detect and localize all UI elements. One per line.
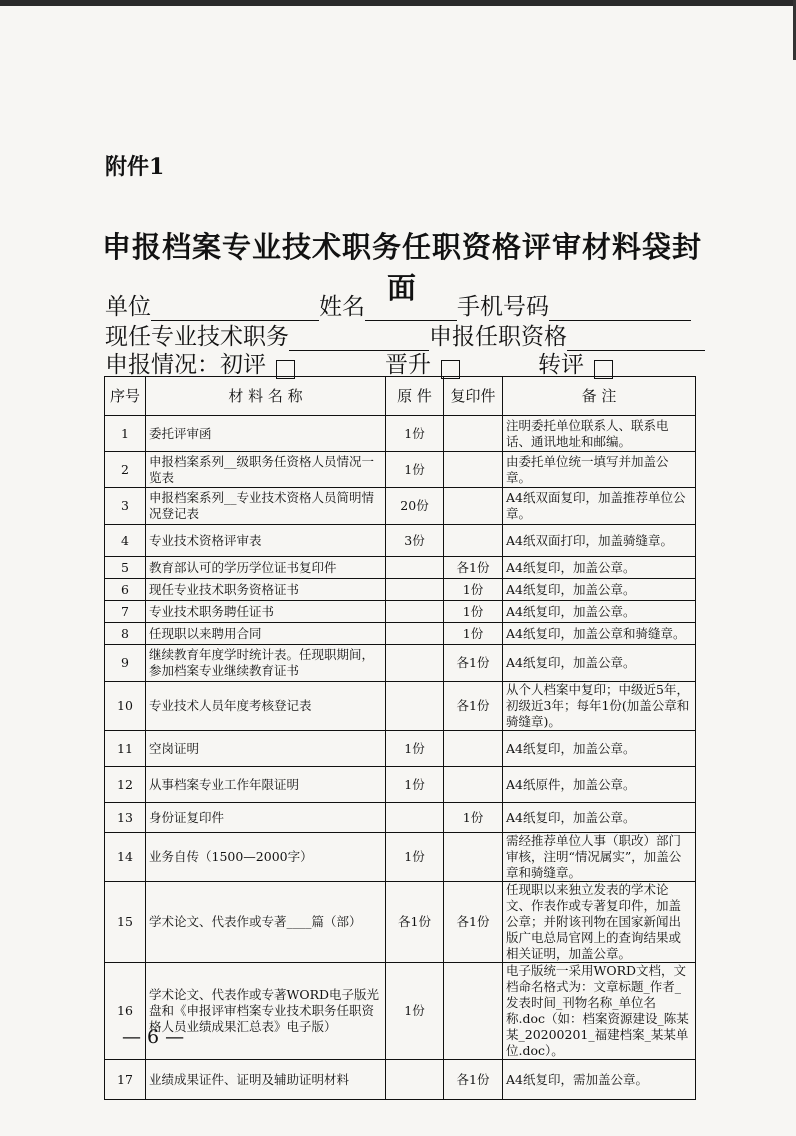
table-row [105,731,696,767]
material-name: 继续教育年度学时统计表。任现职期间，参加档案专业继续教育证书 [146,645,386,682]
page-number: — 6 — [122,1026,185,1048]
row-number: 10 [105,682,146,731]
apply-title-label: 申报任职资格 [429,324,567,350]
note: A4纸双面复印，加盖推荐单位公章。 [503,488,696,525]
original-count: 1份 [386,416,444,452]
material-name: 现任专业技术职务资格证书 [146,579,386,601]
table-row [105,1060,696,1100]
row-number: 13 [105,803,146,833]
materials-table [104,376,696,1100]
row-number: 2 [105,452,146,488]
header-name: 材 料 名 称 [146,377,386,416]
table-row [105,963,696,1060]
note: A4纸双面打印，加盖骑缝章。 [503,525,696,557]
original-count: 20份 [386,488,444,525]
note: 注明委托单位联系人、联系电话、通讯地址和邮编。 [503,416,696,452]
original-count [386,579,444,601]
row-number: 6 [105,579,146,601]
original-count: 1份 [386,731,444,767]
attachment-label: 附件1 [105,154,165,180]
copy-count [444,731,503,767]
copy-count [444,488,503,525]
material-name: 申报档案系列__级职务任资格人员情况一览表 [146,452,386,488]
row-number: 5 [105,557,146,579]
material-name: 教育部认可的学历学位证书复印件 [146,557,386,579]
current-title-label: 现任专业技术职务 [105,324,289,350]
note: 电子版统一采用WORD文档，文档命名格式为：文章标题_作者_发表时间_刊物名称_单位名称.doc（如：档案资源建设_陈某某_20200201_福建档案_某某单位.doc）。 [503,963,696,1060]
material-name: 专业技术资格评审表 [146,525,386,557]
copy-count [444,963,503,1060]
material-name: 申报档案系列__专业技术资格人员简明情况登记表 [146,488,386,525]
header-note: 备 注 [503,377,696,416]
note: A4纸复印，需加盖公章。 [503,1060,696,1100]
original-count: 1份 [386,963,444,1060]
original-count [386,645,444,682]
copy-count: 各1份 [444,645,503,682]
material-name: 学术论文、代表作或专著____篇（部） [146,882,386,963]
copy-count: 1份 [444,579,503,601]
row-number: 3 [105,488,146,525]
table-row [105,645,696,682]
original-count [386,623,444,645]
table-row [105,416,696,452]
name-label: 姓名 [319,294,365,320]
note: 从个人档案中复印；中级近5年，初级近3年；每年1份(加盖公章和骑缝章)。 [503,682,696,731]
table-row [105,882,696,963]
original-count: 1份 [386,767,444,803]
row-number: 11 [105,731,146,767]
original-count [386,1060,444,1100]
header-original: 原 件 [386,377,444,416]
copy-count: 各1份 [444,882,503,963]
original-count: 1份 [386,452,444,488]
row-number: 9 [105,645,146,682]
table-row [105,833,696,882]
note: A4纸原件，加盖公章。 [503,767,696,803]
copy-count: 各1份 [444,557,503,579]
table-header-row [105,377,696,416]
material-name: 专业技术职务聘任证书 [146,601,386,623]
note: A4纸复印，加盖公章。 [503,731,696,767]
original-count: 1份 [386,833,444,882]
copy-count [444,525,503,557]
note: 由委托单位统一填写并加盖公章。 [503,452,696,488]
material-name: 学术论文、代表作或专著WORD电子版光盘和《申报评审档案专业技术职务任职资格人员业绩成果汇总表》电子版） [146,963,386,1060]
copy-count: 1份 [444,623,503,645]
copy-count: 1份 [444,601,503,623]
row-number: 7 [105,601,146,623]
original-count [386,557,444,579]
field-row-1 [105,288,691,318]
situation-label: 申报情况： [105,352,220,378]
note: A4纸复印，加盖公章。 [503,557,696,579]
table-row [105,601,696,623]
field-row-2 [105,318,705,348]
initial-label: 初评 [220,352,266,378]
table-row [105,682,696,731]
header-no: 序号 [105,377,146,416]
copy-count: 各1份 [444,1060,503,1100]
copy-count: 各1份 [444,682,503,731]
original-count: 各1份 [386,882,444,963]
note: 任现职以来独立发表的学术论文、作表作或专著复印件，加盖公章；并附该刊物在国家新闻出版广电总局官网上的查询结果或相关证明，加盖公章。 [503,882,696,963]
unit-label: 单位 [105,294,151,320]
transfer-label: 转评 [538,352,584,378]
original-count [386,601,444,623]
page-title: 申报档案专业技术职务任职资格评审材料袋封面 [101,230,702,305]
field-row-3 [105,346,613,376]
copy-count [444,767,503,803]
note: 需经推荐单位人事（职改）部门审核，注明“情况属实”，加盖公章和骑缝章。 [503,833,696,882]
row-number: 4 [105,525,146,557]
table-row [105,767,696,803]
row-number: 14 [105,833,146,882]
original-count: 3份 [386,525,444,557]
note: A4纸复印，加盖公章。 [503,579,696,601]
copy-count [444,833,503,882]
material-name: 从事档案专业工作年限证明 [146,767,386,803]
copy-count: 1份 [444,803,503,833]
row-number: 15 [105,882,146,963]
original-count [386,682,444,731]
table-row [105,488,696,525]
table-row [105,452,696,488]
material-name: 任现职以来聘用合同 [146,623,386,645]
promote-label: 晋升 [385,352,431,378]
material-name: 空岗证明 [146,731,386,767]
note: A4纸复印，加盖公章。 [503,645,696,682]
material-name: 业绩成果证件、证明及辅助证明材料 [146,1060,386,1100]
note: A4纸复印，加盖公章和骑缝章。 [503,623,696,645]
row-number: 12 [105,767,146,803]
row-number: 1 [105,416,146,452]
table-row [105,803,696,833]
note: A4纸复印，加盖公章。 [503,803,696,833]
copy-count [444,452,503,488]
note: A4纸复印，加盖公章。 [503,601,696,623]
row-number: 16 [105,963,146,1060]
row-number: 17 [105,1060,146,1100]
table-row [105,623,696,645]
material-name: 身份证复印件 [146,803,386,833]
copy-count [444,416,503,452]
table-row [105,557,696,579]
material-name: 专业技术人员年度考核登记表 [146,682,386,731]
table-row [105,525,696,557]
material-name: 业务自传（1500—2000字） [146,833,386,882]
material-name: 委托评审函 [146,416,386,452]
row-number: 8 [105,623,146,645]
original-count [386,803,444,833]
header-copy: 复印件 [444,377,503,416]
table-row [105,579,696,601]
phone-label: 手机号码 [457,294,549,320]
scan-edge-top [0,0,796,6]
